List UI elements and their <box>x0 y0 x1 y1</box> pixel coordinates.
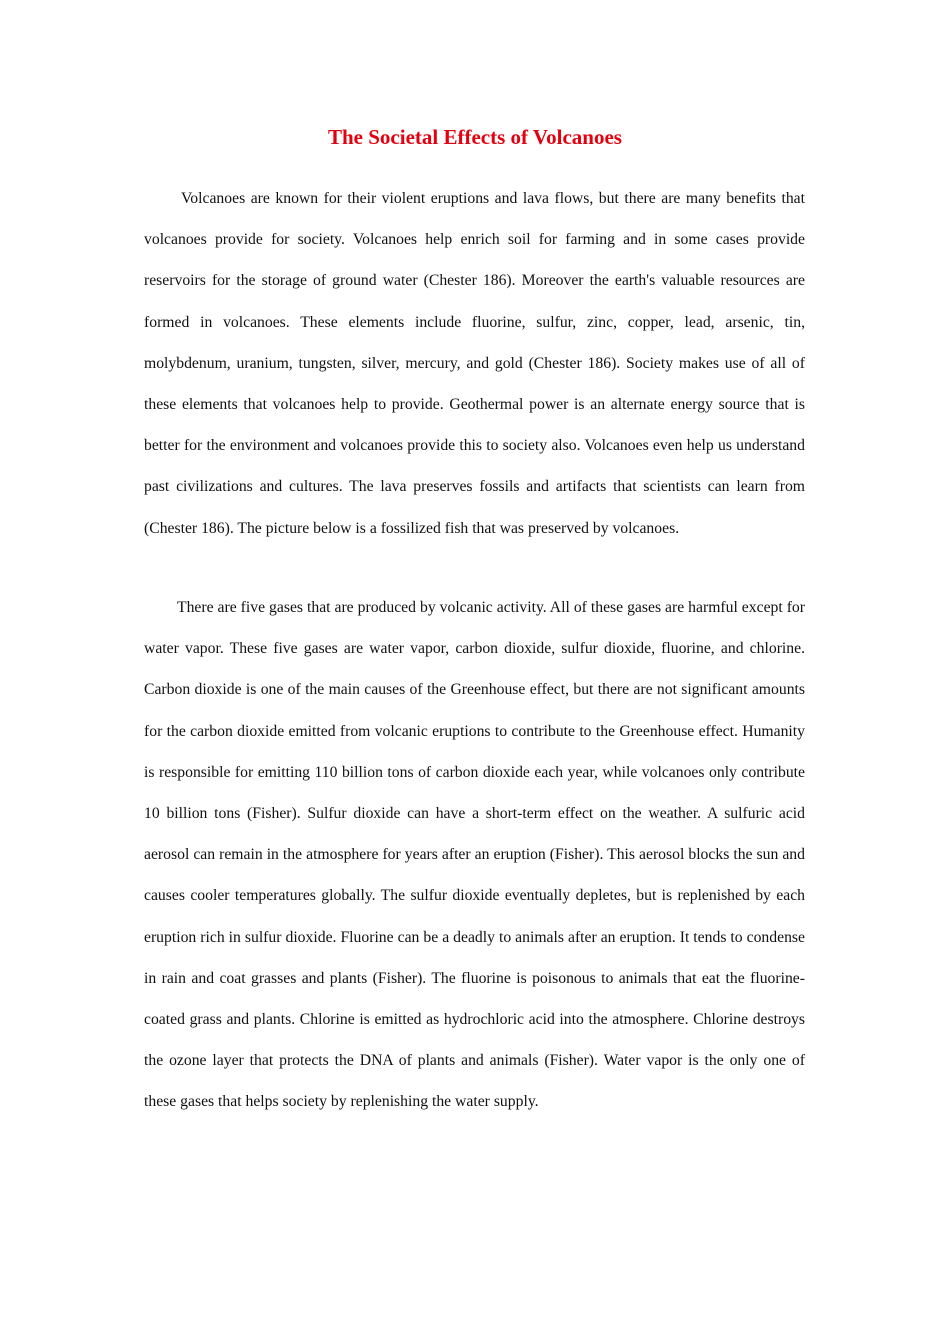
document-title: The Societal Effects of Volcanoes <box>328 125 622 149</box>
paragraph-volcano-benefits: Volcanoes are known for their violent eruptions and lava flows, but there are many benefits that volcanoes provide for society. Volcanoes help enrich soil for farming and in some cases provide reservoirs for the storage of ground water (Chester 186). Moreover the earth's valuable resources are formed in volcanoes. These elements include fluorine, sulfur, zinc, copper, lead, arsenic, tin, molybdenum, uranium, tungsten, silver, mercury, and gold (Chester 186). Society makes use of all of these elements that volcanoes help to provide. Geothermal power is an alternate energy source that is better for the environment and volcanoes provide this to society also. Volcanoes even help us understand past civilizations and cultures. The lava preserves fossils and artifacts that scientists can learn from (Chester 186). The picture below is a fossilized fish that was preserved by volcanoes. <box>144 190 805 537</box>
paragraph-volcanic-gases: There are five gases that are produced by volcanic activity. All of these gases are harmful except for water vapor. These five gases are water vapor, carbon dioxide, sulfur dioxide, fluorine, and chlorine. Carbon dioxide is one of the main causes of the Greenhouse effect, but there are not significant amounts for the carbon dioxide emitted from volcanic eruptions to contribute to the Greenhouse effect. Humanity is responsible for emitting 110 billion tons of carbon dioxide each year, while volcanoes only contribute 10 billion tons (Fisher). Sulfur dioxide can have a short-term effect on the weather. A sulfuric acid aerosol can remain in the atmosphere for years after an eruption (Fisher). This aerosol blocks the sun and causes cooler temperatures globally. The sulfur dioxide eventually depletes, but is replenished by each eruption rich in sulfur dioxide. Fluorine can be a deadly to animals after an eruption. It tends to condense in rain and coat grasses and plants (Fisher). The fluorine is poisonous to animals that eat the fluorine-coated grass and plants. Chlorine is emitted as hydrochloric acid into the atmosphere. Chlorine destroys the ozone layer that protects the DNA of plants and animals (Fisher). Water vapor is the only one of these gases that helps society by replenishing the water supply. <box>144 599 805 1111</box>
